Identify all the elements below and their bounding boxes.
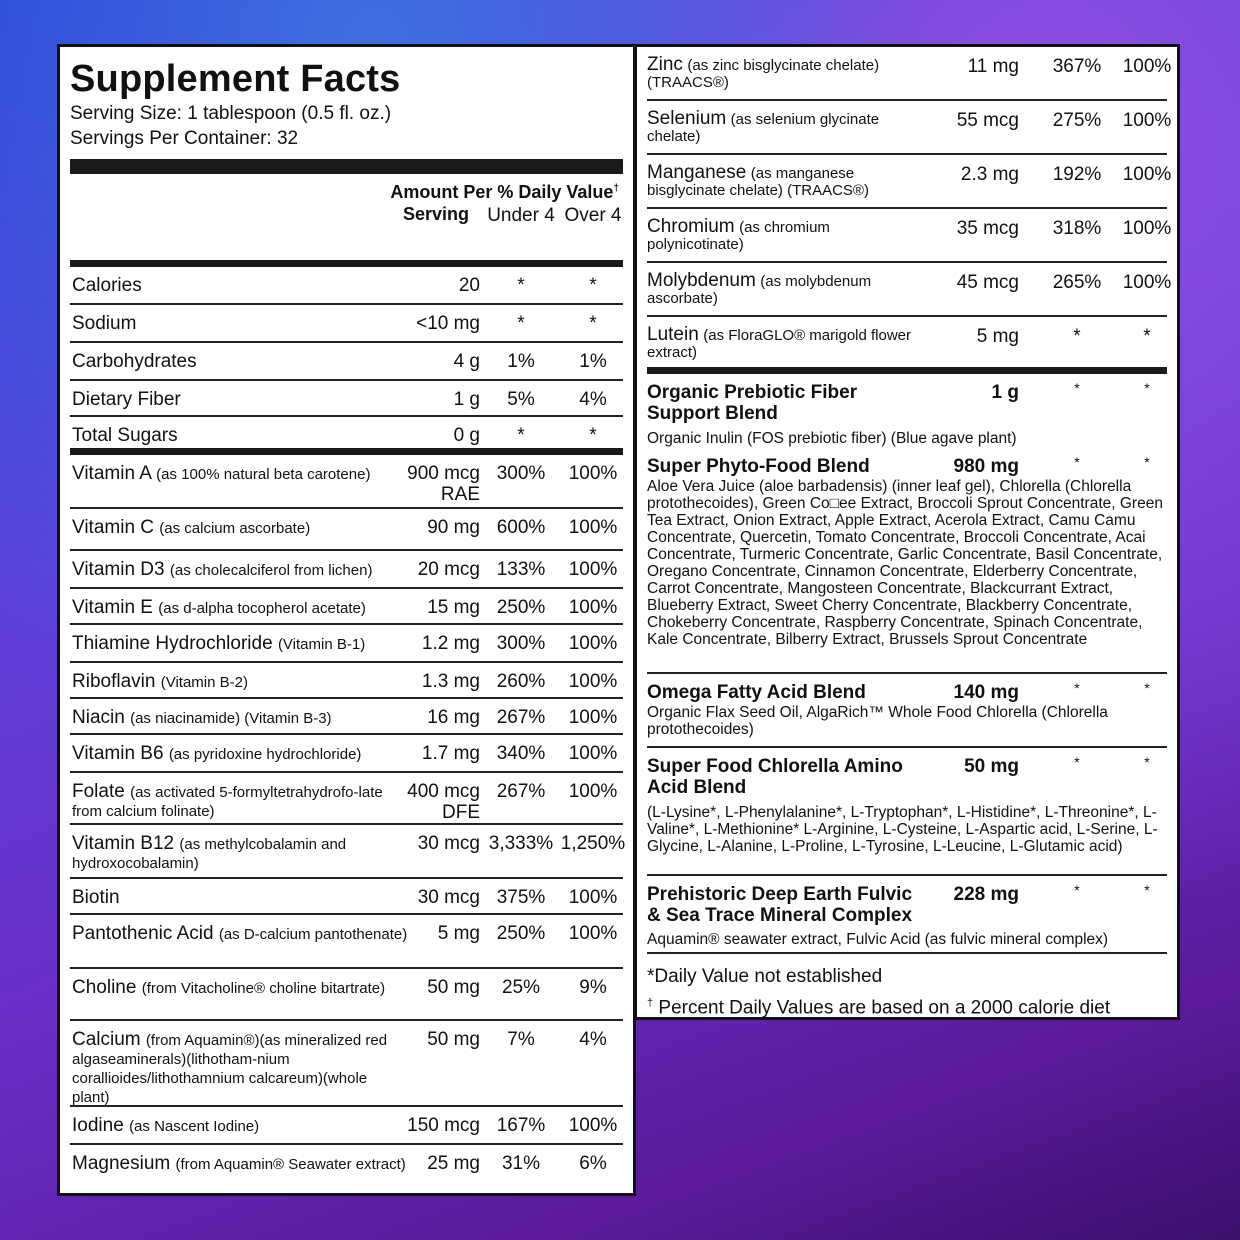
mineral-name xyxy=(647,110,917,145)
nutrient-table-right xyxy=(647,47,1172,367)
mineral-name xyxy=(647,164,917,199)
mineral-name xyxy=(647,326,917,361)
daily-value-under-4: * xyxy=(1073,326,1081,347)
daily-value-over-4: 100% xyxy=(568,887,618,908)
daily-value-under-4: 250% xyxy=(496,923,546,944)
daily-value-under-4: * xyxy=(1074,882,1080,898)
blend-name: Super Phyto-Food Blend xyxy=(647,456,870,477)
mineral-row xyxy=(647,155,1172,209)
daily-value-under-4: 192% xyxy=(1052,164,1102,185)
nutrient-name xyxy=(72,783,392,821)
nutrient-amount xyxy=(427,707,480,728)
nutrient-source: (as d-alpha tocopherol acetate) xyxy=(158,600,366,617)
daily-value-over-4: 100% xyxy=(1122,272,1172,293)
amount-value: 30 mcg xyxy=(417,833,480,854)
daily-value-under-4: * xyxy=(1074,680,1080,696)
nutrient-source: (as 100% natural beta carotene) xyxy=(156,466,371,483)
amount-value: 150 mcg xyxy=(407,1115,480,1136)
under-4-header: Under 4 xyxy=(487,205,555,226)
nutrient-amount xyxy=(427,597,480,618)
mineral-amount: 55 mcg xyxy=(956,110,1019,131)
nutrient-source: (from Aquamin®)(as mineralized red algaseaminerals)(lithotham-nium corallioides/lithothamnium calcareum)(whole plant) xyxy=(72,1032,388,1106)
daily-value-under-4: 167% xyxy=(496,1115,546,1136)
daily-value-under-4: 5% xyxy=(507,389,535,410)
daily-value-under-4: * xyxy=(1074,380,1080,396)
amount-value: 1.2 mg xyxy=(421,633,480,654)
amount-value: 0 g xyxy=(453,425,480,446)
daily-value-over-4: * xyxy=(589,275,597,296)
daily-value-over-4: 6% xyxy=(579,1153,607,1174)
blend-amount: 980 mg xyxy=(953,456,1019,477)
amount-value: <10 mg xyxy=(416,313,480,334)
nutrient-name-text: Carbohydrates xyxy=(72,351,197,372)
amount-value: 50 mg xyxy=(427,977,480,998)
blend-ingredients: Aquamin® seawater extract, Fulvic Acid (as fulvic mineral complex) xyxy=(647,931,1109,948)
nutrient-name xyxy=(72,391,412,409)
nutrient-row xyxy=(70,1107,623,1145)
blend-row xyxy=(647,748,1167,876)
daily-value-over-4: * xyxy=(1144,882,1150,898)
blend-row xyxy=(647,674,1167,748)
daily-value-under-4: 367% xyxy=(1052,56,1102,77)
amount-unit: DFE xyxy=(442,802,480,823)
nutrient-name-text: Vitamin B12 xyxy=(72,833,175,854)
nutrient-name xyxy=(72,635,412,654)
blend-ingredients: Aloe Vera Juice (aloe barbadensis) (inner leaf gel), Chlorella (Chlorella protothecoides), Green Co□ee Extract, Broccoli Sprout Concentrate, Green Tea Extract, Onion Extract, Apple Extract, Acerola Extract, Camu Camu Concentrate, Quercetin, Tomato Concentrate, Broccoli Concentrate, Acai Concentrate, Turmeric Concentrate, Garlic Concentrate, Basil Concentrate, Oregano Concentrate, Cinnamon Concentrate, Elderberry Concentrate, Carrot Concentrate, Mangosteen Concentrate, Blackcurrant Extract, Blueberry Extract, Sweet Cherry Concentrate, Blackberry Concentrate, Chokeberry Concentrate, Raspberry Concentrate, Spinach Concentrate, Kale Concentrate, Bilberry Extract, Brussels Sprout Concentrate xyxy=(647,478,1163,648)
nutrient-row xyxy=(70,417,623,455)
amount-value: 4 g xyxy=(453,351,480,372)
daily-value-under-4: 267% xyxy=(496,707,546,728)
blend-name: Organic Prebiotic Fiber Support Blend xyxy=(647,382,858,424)
nutrient-amount xyxy=(422,671,480,692)
nutrient-name-text: Sodium xyxy=(72,313,137,334)
daily-value-over-4: 100% xyxy=(1122,218,1172,239)
nutrient-source: (as niacinamide) (Vitamin B-3) xyxy=(130,710,332,727)
blend-row xyxy=(647,876,1167,954)
daily-value-over-4: 100% xyxy=(568,633,618,654)
mineral-name-text: Chromium xyxy=(647,216,735,237)
blend-row xyxy=(647,448,1167,674)
amount-value: 1.3 mg xyxy=(421,671,480,692)
daily-value-under-4: 1% xyxy=(507,351,535,372)
nutrient-name-text: Vitamin C xyxy=(72,517,155,538)
blend-name: Super Food Chlorella Amino Acid Blend xyxy=(647,756,903,798)
daily-value-over-4: * xyxy=(1144,454,1150,470)
mineral-name-text: Lutein xyxy=(647,324,699,345)
daily-value-over-4: 100% xyxy=(568,1115,618,1136)
daily-value-over-4: 100% xyxy=(1122,164,1172,185)
daily-value-over-4: 100% xyxy=(568,743,618,764)
nutrient-source: (as activated 5-formyltetrahydrofo-late from calcium folinate) xyxy=(72,784,383,820)
nutrient-name xyxy=(72,709,412,728)
mineral-source: (as zinc bisglycinate chelate) (TRAACS®) xyxy=(647,57,880,91)
mineral-amount: 35 mcg xyxy=(956,218,1019,239)
nutrient-name-text: Biotin xyxy=(72,887,120,908)
mineral-source: (as manganese bisglycinate chelate) (TRAACS®) xyxy=(647,165,869,199)
column-header xyxy=(70,174,623,260)
daily-value-under-4: 600% xyxy=(496,517,546,538)
amount-value: 25 mg xyxy=(427,1153,480,1174)
nutrient-name xyxy=(72,979,392,998)
nutrient-row xyxy=(70,879,623,915)
mineral-row xyxy=(647,209,1172,263)
mineral-source: (as chromium polynicotinate) xyxy=(647,219,830,253)
nutrient-name xyxy=(72,353,412,371)
daily-value-over-4: 100% xyxy=(568,707,618,728)
nutrient-name-text: Total Sugars xyxy=(72,425,178,446)
mineral-amount: 45 mcg xyxy=(956,272,1019,293)
amount-value: 30 mcg xyxy=(417,887,480,908)
nutrient-amount xyxy=(454,351,480,372)
amount-value: 20 xyxy=(458,275,480,296)
nutrient-name-text: Riboflavin xyxy=(72,671,156,692)
nutrient-row xyxy=(70,625,623,663)
footnote-daily-value: *Daily Value not established xyxy=(647,966,883,987)
nutrient-source: (Vitamin B-1) xyxy=(277,636,366,653)
daily-value-under-4: 7% xyxy=(507,1029,535,1050)
nutrient-row xyxy=(70,969,623,1021)
amount-value: 400 mcg xyxy=(407,781,480,802)
mineral-amount: 11 mg xyxy=(967,56,1019,77)
mineral-name xyxy=(647,272,917,307)
supplement-facts-right-panel xyxy=(634,44,1180,1020)
daily-value-under-4: 300% xyxy=(496,463,546,484)
nutrient-amount xyxy=(422,743,480,764)
servings-per-container: Servings Per Container: 32 xyxy=(70,128,299,149)
daily-value-over-4: * xyxy=(1144,680,1150,696)
over-4-header: Over 4 xyxy=(564,205,622,226)
nutrient-name xyxy=(72,925,412,944)
daily-value-header: % Daily Value xyxy=(497,182,614,202)
mineral-name-text: Selenium xyxy=(647,108,727,129)
nutrient-amount xyxy=(459,275,480,296)
daily-value-over-4: 100% xyxy=(568,671,618,692)
amount-unit: RAE xyxy=(440,484,480,505)
amount-value: 90 mg xyxy=(427,517,480,538)
blend-amount: 228 mg xyxy=(953,884,1019,905)
daily-value-under-4: 260% xyxy=(496,671,546,692)
amount-value: 15 mg xyxy=(427,597,480,618)
amount-value: 5 mg xyxy=(437,923,480,944)
nutrient-row xyxy=(70,825,626,879)
amount-value: 1.7 mg xyxy=(421,743,480,764)
nutrient-name xyxy=(72,519,412,538)
divider-medium xyxy=(70,260,623,267)
nutrient-name xyxy=(72,1117,412,1136)
nutrient-name xyxy=(72,835,392,873)
nutrient-row xyxy=(70,343,623,381)
nutrient-name xyxy=(72,599,412,618)
dagger-mark: † xyxy=(613,183,619,194)
blend-ingredients: (L-Lysine*, L-Phenylalanine*, L-Tryptophan*, L-Histidine*, L-Threonine*, L-Valine*, L-Methionine* L-Arginine, L-Cysteine, L-Aspartic acid, L-Serine, L-Glycine, L-Alanine, L-Proline, L-Tyrosine, L-Leucine, L-Glutamic acid) xyxy=(647,804,1158,855)
daily-value-under-4: 267% xyxy=(496,781,546,802)
daily-value-over-4: 100% xyxy=(568,597,618,618)
footnotes xyxy=(647,964,1167,1021)
blend-name: Prehistoric Deep Earth Fulvic & Sea Trace Mineral Complex xyxy=(647,884,913,926)
mineral-name xyxy=(647,218,917,253)
divider-medium-right xyxy=(647,367,1167,374)
nutrient-name xyxy=(72,427,412,445)
nutrient-name-text: Vitamin D3 xyxy=(72,559,165,580)
mineral-name-text: Manganese xyxy=(647,162,747,183)
amount-value: 1 g xyxy=(453,389,480,410)
nutrient-amount xyxy=(427,1029,480,1050)
nutrient-name xyxy=(72,673,412,692)
daily-value-under-4: 133% xyxy=(496,559,546,580)
nutrient-name-text: Vitamin A xyxy=(72,463,151,484)
nutrient-name-text: Choline xyxy=(72,977,137,998)
nutrient-name xyxy=(72,465,392,484)
daily-value-over-4: * xyxy=(1144,380,1150,396)
nutrient-row xyxy=(70,455,623,509)
daily-value-over-4: 4% xyxy=(579,1029,607,1050)
nutrient-amount xyxy=(427,1153,480,1174)
mineral-source: (as selenium glycinate chelate) xyxy=(647,111,880,145)
amount-value: 900 mcg xyxy=(407,463,480,484)
mineral-amount: 5 mg xyxy=(976,326,1019,347)
nutrient-name-text: Calories xyxy=(72,275,142,296)
nutrient-name-text: Vitamin B6 xyxy=(72,743,164,764)
amount-value: 16 mg xyxy=(427,707,480,728)
nutrient-name-text: Calcium xyxy=(72,1029,141,1050)
daily-value-under-4: 275% xyxy=(1052,110,1102,131)
nutrient-source: (as calcium ascorbate) xyxy=(159,520,311,537)
daily-value-over-4: 100% xyxy=(568,463,618,484)
nutrient-name-text: Folate xyxy=(72,781,125,802)
nutrient-name-text: Dietary Fiber xyxy=(72,389,181,410)
nutrient-row xyxy=(70,735,623,773)
daily-value-over-4: * xyxy=(589,425,597,446)
nutrient-row xyxy=(70,551,623,589)
daily-value-under-4: 265% xyxy=(1052,272,1102,293)
blend-ingredients: Organic Inulin (FOS prebiotic fiber) (Blue agave plant) xyxy=(647,430,1017,447)
amount-value: 20 mcg xyxy=(417,559,480,580)
nutrient-source: (as pyridoxine hydrochloride) xyxy=(168,746,362,763)
mineral-name-text: Molybdenum xyxy=(647,270,756,291)
blend-list xyxy=(647,374,1167,954)
nutrient-amount xyxy=(454,425,480,446)
nutrient-table-left xyxy=(70,267,626,1199)
nutrient-name-text: Niacin xyxy=(72,707,125,728)
daily-value-over-4: 100% xyxy=(568,923,618,944)
daily-value-over-4: * xyxy=(589,313,597,334)
daily-value-under-4: * xyxy=(517,275,525,296)
nutrient-source: (as cholecalciferol from lichen) xyxy=(169,562,373,579)
blend-amount: 1 g xyxy=(991,382,1019,403)
nutrient-amount xyxy=(407,781,480,823)
daily-value-over-4: 100% xyxy=(568,781,618,802)
nutrient-row xyxy=(70,663,623,699)
nutrient-name-text: Thiamine Hydrochloride xyxy=(72,633,273,654)
nutrient-row xyxy=(70,509,623,551)
nutrient-source: (as Nascent Iodine) xyxy=(129,1118,260,1135)
nutrient-amount xyxy=(407,463,480,505)
daily-value-under-4: 340% xyxy=(496,743,546,764)
nutrient-amount xyxy=(407,1115,480,1136)
nutrient-amount xyxy=(427,977,480,998)
nutrient-name-text: Iodine xyxy=(72,1115,124,1136)
nutrient-amount xyxy=(427,517,480,538)
nutrient-name-text: Vitamin E xyxy=(72,597,153,618)
daily-value-under-4: * xyxy=(517,313,525,334)
mineral-row xyxy=(647,263,1172,317)
daily-value-under-4: 31% xyxy=(501,1153,541,1174)
nutrient-name xyxy=(72,1031,392,1107)
footnote-dagger: † xyxy=(647,997,654,1009)
daily-value-under-4: 318% xyxy=(1052,218,1102,239)
daily-value-over-4: * xyxy=(1144,754,1150,770)
daily-value-under-4: 3,333% xyxy=(488,833,554,854)
blend-amount: 50 mg xyxy=(964,756,1019,777)
nutrient-row xyxy=(70,773,623,825)
nutrient-row xyxy=(70,267,623,305)
divider-thick xyxy=(70,159,623,174)
blend-amount: 140 mg xyxy=(953,682,1019,703)
mineral-amount: 2.3 mg xyxy=(960,164,1019,185)
nutrient-row xyxy=(70,1145,623,1199)
daily-value-over-4: 1,250% xyxy=(560,833,626,854)
supplement-facts-title: Supplement Facts xyxy=(70,58,401,100)
footnote-percent-dv xyxy=(647,990,1167,1021)
nutrient-amount xyxy=(418,833,480,854)
nutrient-amount xyxy=(422,633,480,654)
nutrient-source: (from Vitacholine® choline bitartrate) xyxy=(141,980,386,997)
nutrient-amount xyxy=(454,389,480,410)
mineral-source: (as FloraGLO® marigold flower extract) xyxy=(647,327,912,361)
nutrient-amount xyxy=(418,559,480,580)
blend-row xyxy=(647,374,1167,448)
nutrient-name xyxy=(72,1155,412,1174)
blend-ingredients: Organic Flax Seed Oil, AlgaRich™ Whole Food Chlorella (Chlorella protothecoides) xyxy=(647,704,1108,738)
daily-value-over-4: 100% xyxy=(1122,110,1172,131)
nutrient-row xyxy=(70,1021,623,1107)
supplement-facts-left-panel xyxy=(57,44,636,1196)
daily-value-under-4: 250% xyxy=(496,597,546,618)
footnote-percent-text: Percent Daily Values are based on a 2000 calorie diet xyxy=(653,997,1111,1019)
nutrient-source: (from Aquamin® Seawater extract) xyxy=(175,1156,406,1173)
daily-value-over-4: 100% xyxy=(1122,56,1172,77)
nutrient-name-text: Pantothenic Acid xyxy=(72,923,214,944)
daily-value-over-4: 9% xyxy=(579,977,607,998)
blend-name: Omega Fatty Acid Blend xyxy=(647,682,866,703)
nutrient-row xyxy=(70,381,623,417)
nutrient-source: (as methylcobalamin and hydroxocobalamin) xyxy=(72,836,347,872)
nutrient-row xyxy=(70,915,623,969)
mineral-row xyxy=(647,47,1172,101)
daily-value-over-4: 100% xyxy=(568,517,618,538)
daily-value-under-4: * xyxy=(1074,454,1080,470)
nutrient-name xyxy=(72,745,412,764)
nutrient-name xyxy=(72,889,412,907)
nutrient-name-text: Magnesium xyxy=(72,1153,171,1174)
mineral-source: (as molybdenum ascorbate) xyxy=(647,273,872,307)
nutrient-amount xyxy=(416,313,480,334)
serving-header: Serving xyxy=(402,204,469,224)
nutrient-row xyxy=(70,305,623,343)
serving-size: Serving Size: 1 tablespoon (0.5 fl. oz.) xyxy=(70,103,392,124)
daily-value-under-4: 300% xyxy=(496,633,546,654)
amount-per-header xyxy=(390,182,619,203)
mineral-row xyxy=(647,101,1172,155)
mineral-name xyxy=(647,56,917,91)
daily-value-under-4: 375% xyxy=(496,887,546,908)
nutrient-source: (as D-calcium pantothenate) xyxy=(218,926,408,943)
daily-value-over-4: 100% xyxy=(568,559,618,580)
nutrient-row xyxy=(70,589,623,625)
daily-value-over-4: 4% xyxy=(579,389,607,410)
mineral-row xyxy=(647,317,1167,367)
daily-value-over-4: 1% xyxy=(579,351,607,372)
nutrient-source: (Vitamin B-2) xyxy=(160,674,248,691)
amount-per-text: Amount Per xyxy=(390,182,493,202)
daily-value-under-4: 25% xyxy=(501,977,541,998)
daily-value-under-4: * xyxy=(1074,754,1080,770)
nutrient-name xyxy=(72,277,412,295)
nutrient-amount xyxy=(418,887,480,908)
nutrient-name xyxy=(72,561,412,580)
nutrient-amount xyxy=(438,923,480,944)
mineral-name-text: Zinc xyxy=(647,54,683,75)
nutrient-row xyxy=(70,699,623,735)
daily-value-under-4: * xyxy=(517,425,525,446)
daily-value-over-4: * xyxy=(1143,326,1151,347)
amount-value: 50 mg xyxy=(427,1029,480,1050)
nutrient-name xyxy=(72,315,412,333)
